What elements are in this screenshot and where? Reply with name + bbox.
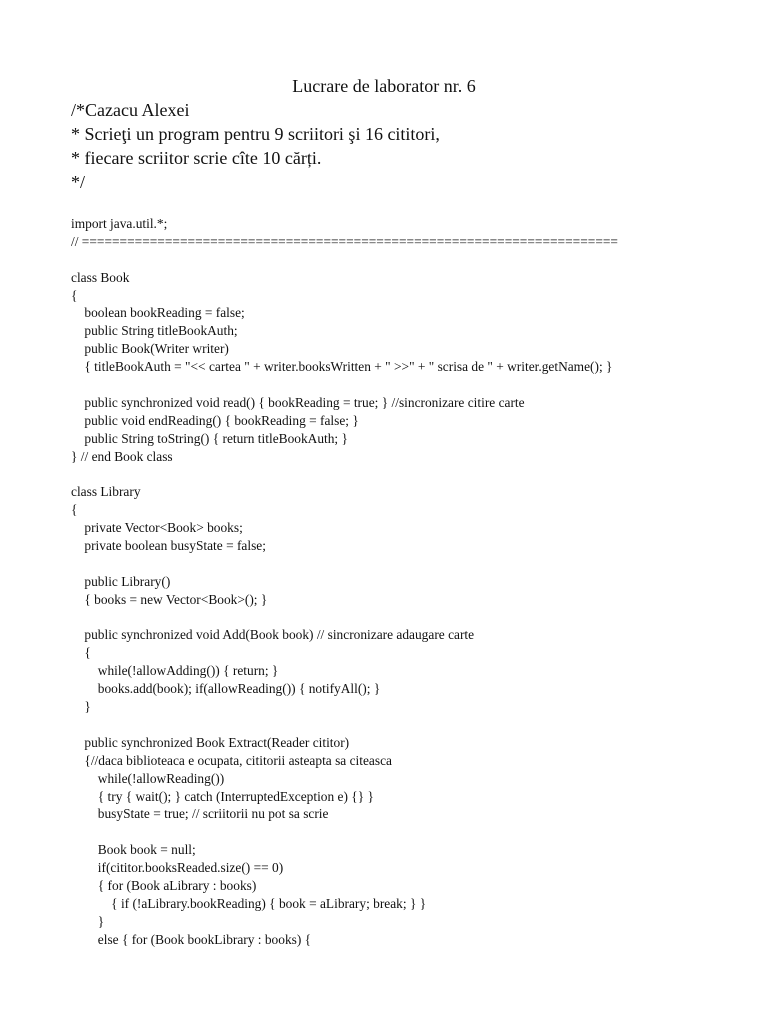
code-line: } // end Book class bbox=[71, 448, 173, 464]
code-line: while(!allowReading()) bbox=[71, 770, 225, 786]
code-line: { bbox=[71, 502, 78, 518]
code-line: { try { wait(); } catch (InterruptedException e) {} } bbox=[71, 788, 374, 804]
code-line bbox=[71, 555, 618, 573]
code-line: public Library() bbox=[71, 573, 171, 589]
comment-header bbox=[71, 98, 440, 194]
code-line: Book book = null; bbox=[71, 842, 196, 858]
code-line: else { for (Book bookLibrary : books) { bbox=[71, 931, 312, 947]
code-line: public String titleBookAuth; bbox=[71, 323, 238, 339]
code-line: busyState = true; // scriitorii nu pot sa scrie bbox=[71, 806, 329, 822]
code-line: public synchronized Book Extract(Reader cititor) bbox=[71, 734, 350, 750]
code-line: if(cititor.booksReaded.size() == 0) bbox=[71, 860, 284, 876]
code-line bbox=[71, 716, 618, 734]
code-line bbox=[71, 376, 618, 394]
header-line: * fiecare scriitor scrie cîte 10 cărți. bbox=[71, 148, 322, 168]
code-line: class Book bbox=[71, 269, 130, 285]
code-line: public void endReading() { bookReading = false; } bbox=[71, 412, 359, 428]
code-line: { titleBookAuth = "<< cartea " + writer.booksWritten + " >>" + " scrisa de " + writer.getName(); } bbox=[71, 359, 613, 375]
document-title: Lucrare de laborator nr. 6 bbox=[292, 76, 476, 96]
header-line: /*Cazacu Alexei bbox=[71, 100, 190, 120]
code-line: public synchronized void read() { bookReading = true; } //sincronizare citire carte bbox=[71, 394, 525, 410]
code-line: { for (Book aLibrary : books) bbox=[71, 877, 257, 893]
code-line: import java.util.*; bbox=[71, 216, 168, 231]
code-line: class Library bbox=[71, 484, 141, 500]
code-line: } bbox=[71, 699, 91, 715]
code-line: public String toString() { return titleBookAuth; } bbox=[71, 430, 348, 446]
code-line: { bbox=[71, 287, 78, 303]
code-line: // ======================================================================= bbox=[71, 233, 618, 249]
code-line: { if (!aLibrary.bookReading) { book = aLibrary; break; } } bbox=[71, 895, 427, 911]
code-line bbox=[71, 609, 618, 627]
code-line: public Book(Writer writer) bbox=[71, 341, 229, 357]
header-line: * Scrieţi un program pentru 9 scriitori şi 16 cititori, bbox=[71, 124, 440, 144]
code-line: } bbox=[71, 913, 105, 929]
code-line: while(!allowAdding()) { return; } bbox=[71, 663, 279, 679]
code-listing bbox=[71, 215, 618, 949]
code-line: {//daca biblioteaca e ocupata, cititorii asteapta sa citeasca bbox=[71, 752, 392, 768]
code-line: boolean bookReading = false; bbox=[71, 305, 245, 321]
code-line: { books = new Vector<Book>(); } bbox=[71, 591, 268, 607]
code-line: public synchronized void Add(Book book) // sincronizare adaugare carte bbox=[71, 627, 475, 643]
code-line: { bbox=[71, 645, 91, 661]
code-line bbox=[71, 823, 618, 841]
code-line bbox=[71, 251, 618, 269]
code-line bbox=[71, 465, 618, 483]
header-line: */ bbox=[71, 172, 86, 192]
code-line: private boolean busyState = false; bbox=[71, 538, 266, 554]
code-line: private Vector<Book> books; bbox=[71, 520, 243, 536]
code-line: books.add(book); if(allowReading()) { notifyAll(); } bbox=[71, 681, 381, 697]
